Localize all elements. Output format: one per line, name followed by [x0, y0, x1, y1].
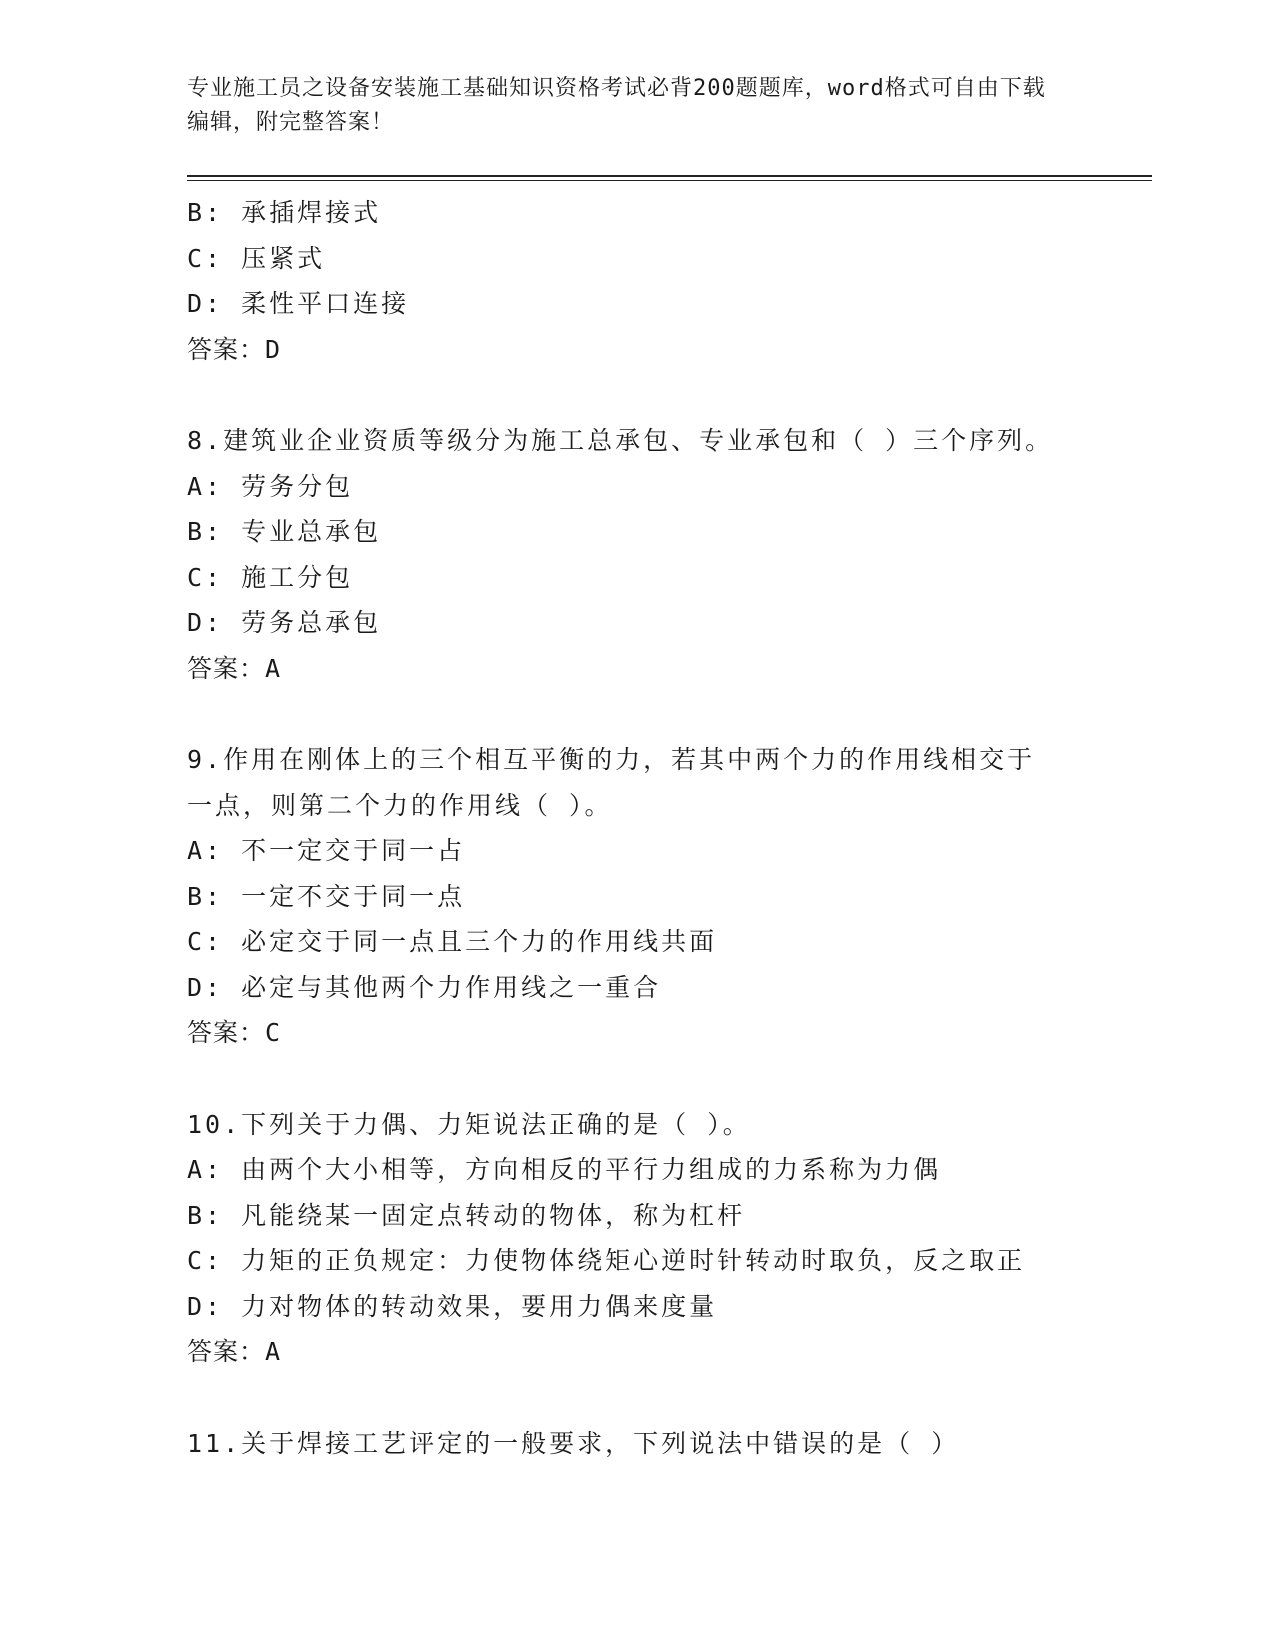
answer-line: [187, 1329, 1087, 1375]
spacer: [187, 372, 1087, 418]
question-stem: 8.建筑业企业资质等级分为施工总承包、专业承包和（ ）三个序列。: [187, 426, 1054, 455]
option-a: A: 劳务分包: [187, 471, 354, 501]
question-11: [187, 1421, 1087, 1467]
option-c: C: 施工分包: [187, 562, 354, 592]
header-divider-thick: [187, 175, 1152, 177]
header-divider-thin: [187, 180, 1152, 181]
answer-label: 答案：: [187, 1337, 266, 1366]
option-b: B: 承插焊接式: [187, 198, 382, 227]
document-header-title: 专业施工员之设备安装施工基础知识资格考试必背200题题库，word格式可自由下载编辑，附完整答案！: [187, 76, 1046, 135]
document-body: [187, 190, 1087, 1466]
question-stem-line-2: 一点，则第二个力的作用线（ ）。: [187, 790, 613, 820]
option-a: A: 不一定交于同一占: [187, 836, 466, 865]
answer-line: [187, 327, 1087, 373]
option-d: D: 柔性平口连接: [187, 289, 410, 318]
option-b: B: 凡能绕某一固定点转动的物体，称为杠杆: [187, 1200, 746, 1230]
option-c: C: 压紧式: [187, 243, 326, 273]
answer-line: [187, 1010, 1087, 1056]
question-stem: 11.关于焊接工艺评定的一般要求，下列说法中错误的是（ ）: [187, 1428, 960, 1458]
question-stem-line-1: 9.作用在刚体上的三个相互平衡的力，若其中两个力的作用线相交于: [187, 745, 1036, 774]
question-stem: 10.下列关于力偶、力矩说法正确的是（ ）。: [187, 1109, 751, 1139]
spacer: [187, 1056, 1087, 1102]
option-c: C: 力矩的正负规定：力使物体绕矩心逆时针转动时取负，反之取正: [187, 1246, 1026, 1275]
answer-line: [187, 646, 1087, 692]
answer-value: D: [265, 334, 282, 364]
spacer: [187, 1375, 1087, 1421]
answer-value: C: [265, 1018, 282, 1047]
answer-label: 答案：: [187, 653, 266, 683]
option-b: B: 一定不交于同一点: [187, 881, 466, 911]
answer-label: 答案：: [187, 334, 266, 364]
option-d: D: 劳务总承包: [187, 608, 382, 637]
option-c: C: 必定交于同一点且三个力的作用线共面: [187, 927, 718, 956]
question-10: [187, 1102, 1087, 1375]
spacer: [187, 691, 1087, 737]
answer-value: A: [265, 1337, 282, 1366]
question-9: [187, 737, 1087, 1056]
option-b: B: 专业总承包: [187, 517, 382, 546]
answer-value: A: [265, 653, 282, 683]
answer-label: 答案：: [187, 1018, 266, 1047]
question-7-continued: [187, 190, 1087, 372]
option-d: D: 必定与其他两个力作用线之一重合: [187, 972, 662, 1002]
question-8: [187, 418, 1087, 691]
option-d: D: 力对物体的转动效果，要用力偶来度量: [187, 1291, 718, 1321]
option-a: A: 由两个大小相等，方向相反的平行力组成的力系称为力偶: [187, 1155, 942, 1184]
